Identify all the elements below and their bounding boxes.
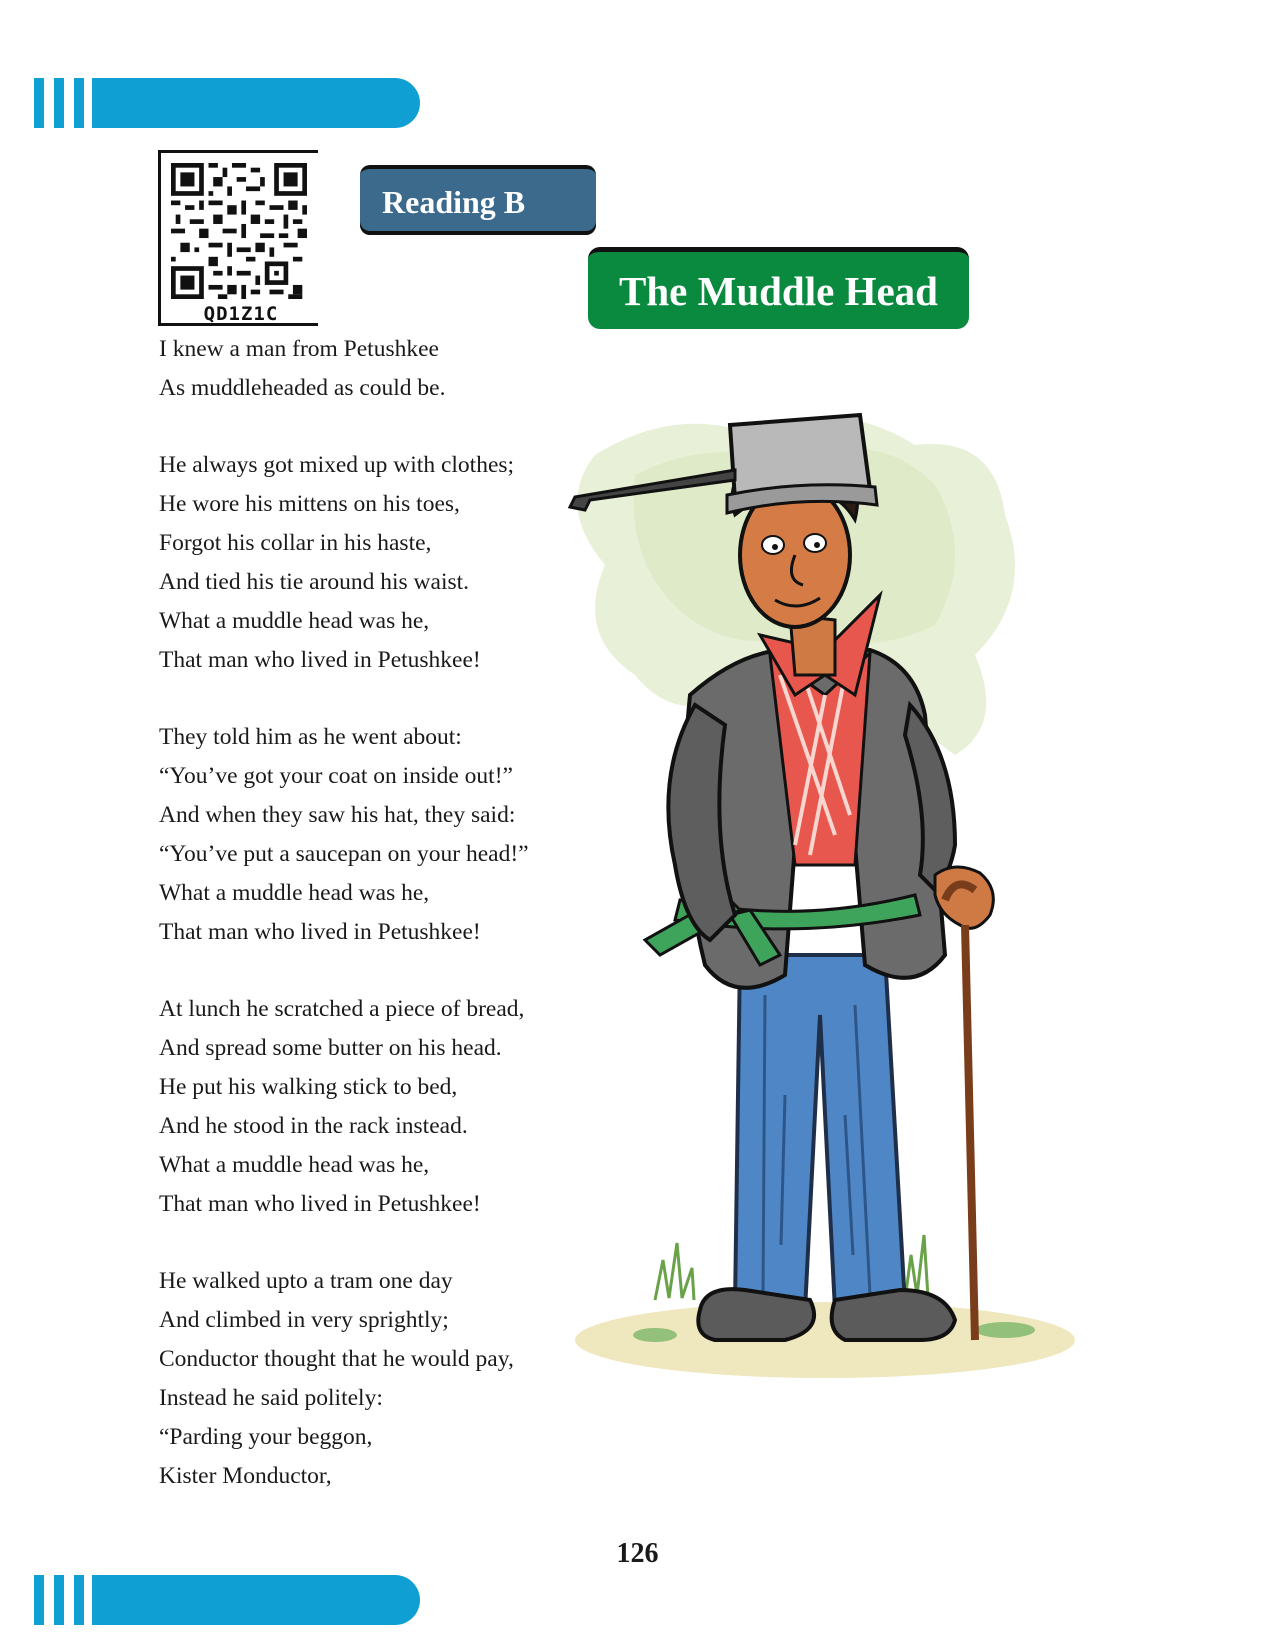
poem-line: He put his walking stick to bed, [159,1074,458,1100]
poem-line: And tied his tie around his waist. [159,569,470,595]
poem-body [159,330,589,1534]
poem-line: As muddleheaded as could be. [159,375,446,401]
poem-line: What a muddle head was he, [159,880,430,906]
poem-line: They told him as he went about: [159,724,462,750]
poem-line: “You’ve got your coat on inside out!” [159,763,513,789]
poem-line: And climbed in very sprightly; [159,1307,449,1333]
footer-decorative-bar [34,1575,420,1625]
poem-title: The Muddle Head [588,247,969,329]
poem-line: What a muddle head was he, [159,608,430,634]
poem-line: Instead he said politely: [159,1385,383,1411]
poem-line: He walked upto a tram one day [159,1268,453,1294]
header-decorative-bar [34,78,420,128]
poem-line: “You’ve put a saucepan on your head!” [159,841,529,867]
qr-code-label: QD1Z1C [203,303,279,325]
poem-line: That man who lived in Petushkee! [159,647,481,673]
stanza [159,718,589,952]
poem-line: He always got mixed up with clothes; [159,452,515,478]
poem-line: And when they saw his hat, they said: [159,802,516,828]
qr-code-icon [171,163,307,299]
poem-line: “Parding your beggon, [159,1424,373,1450]
section-label: Reading B [360,165,596,235]
page-number: 126 [616,1538,659,1569]
poem-line: And he stood in the rack instead. [159,1113,468,1139]
poem-line: That man who lived in Petushkee! [159,919,481,945]
stanza [159,446,589,680]
poem-line: I knew a man from Petushkee [159,336,439,362]
poem-line: Conductor thought that he would pay, [159,1346,514,1372]
poem-line: And spread some butter on his head. [159,1035,502,1061]
muddle-head-man-illustration [535,395,1095,1475]
poem-line: What a muddle head was he, [159,1152,430,1178]
poem-line: That man who lived in Petushkee! [159,1191,481,1217]
poem-line: He wore his mittens on his toes, [159,491,460,517]
poem-line: Kister Monductor, [159,1463,332,1489]
poem-line: At lunch he scratched a piece of bread, [159,996,525,1022]
poem-line: Forgot his collar in his haste, [159,530,432,556]
stanza [159,990,589,1224]
stanza [159,1262,589,1496]
stanza [159,330,589,408]
qr-code[interactable] [158,150,318,326]
